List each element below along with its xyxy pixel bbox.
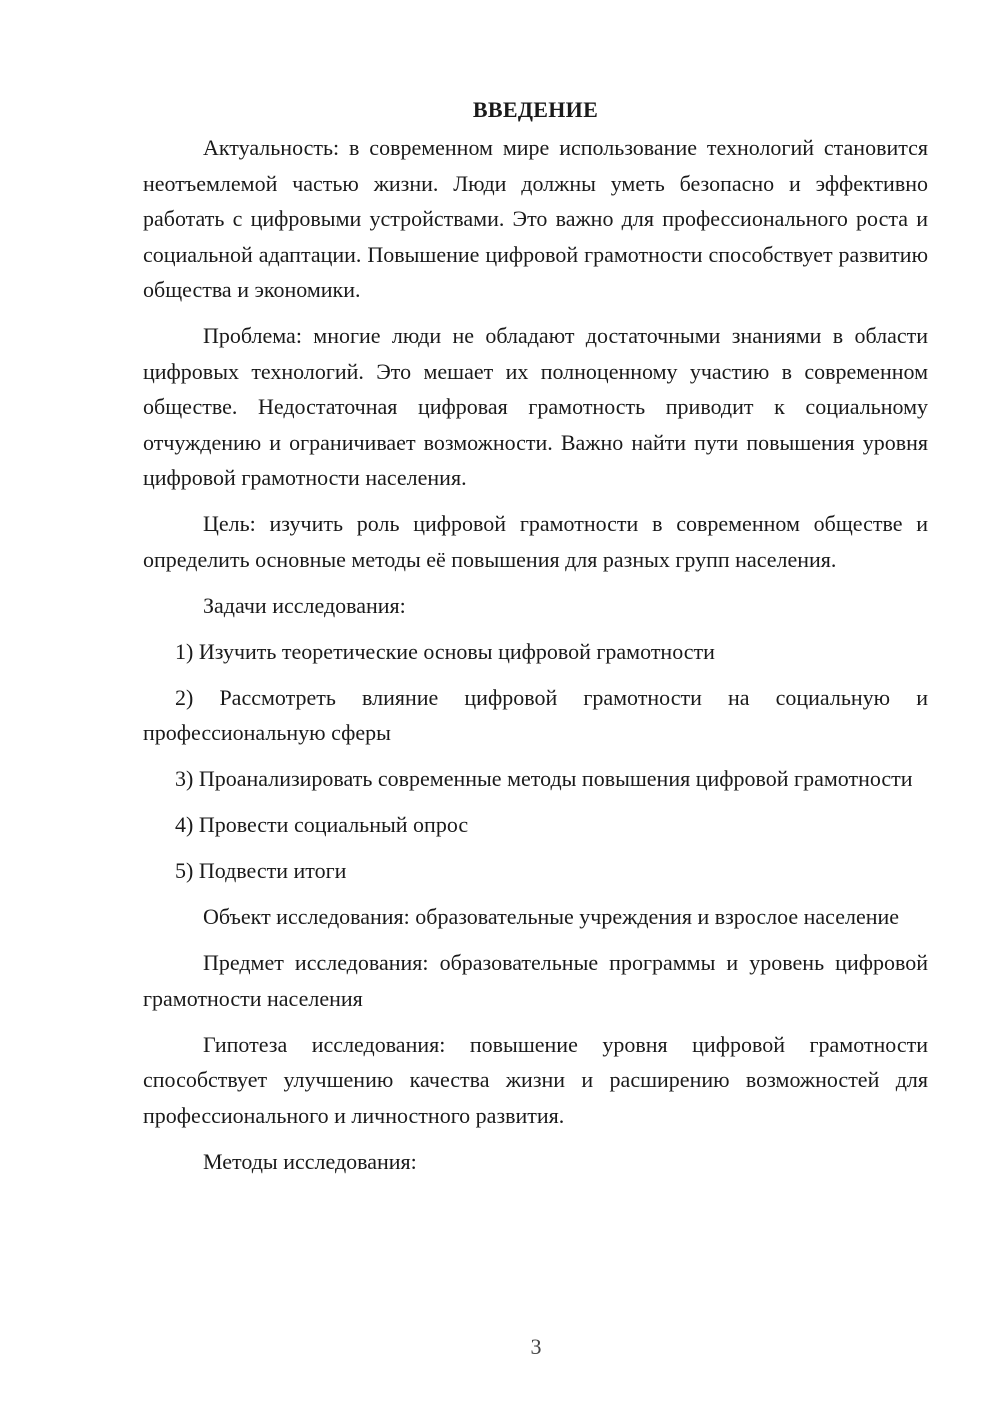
problem-paragraph: Проблема: многие люди не обладают достаточными знаниями в области цифровых технологий. Это мешает их полноценному участию в современном обществе. Недостаточная цифровая грамотность приводит к социальному отчуждению и ограничивает возможности. Важно найти пути повышения уровня цифровой грамотности населения.	[143, 323, 928, 490]
methods-title: Методы исследования:	[203, 1148, 417, 1174]
relevance-paragraph: Актуальность: в современном мире использование технологий становится неотъемлемой частью жизни. Люди должны уметь безопасно и эффективно работать с цифровыми устройствами. Это важно для профессионального роста и социальной адаптации. Повышение цифровой грамотности способствует развитию общества и экономики.	[143, 135, 928, 302]
hypothesis-paragraph: Гипотеза исследования: повышение уровня цифровой грамотности способствует улучшению качества жизни и расширению возможностей для профессионального и личностного развития.	[143, 1031, 928, 1128]
object-paragraph: Объект исследования: образовательные учреждения и взрослое население	[203, 904, 900, 929]
page-content	[143, 92, 928, 1190]
page-number: 3	[530, 1334, 542, 1359]
tasks-title: Задачи исследования:	[203, 592, 406, 618]
goal-paragraph: Цель: изучить роль цифровой грамотности в современном обществе и определить основные методы её повышения для разных групп населения.	[143, 511, 928, 572]
task-item-1: 1) Изучить теоретические основы цифровой грамотности	[175, 638, 715, 664]
task-item-4: 4) Провести социальный опрос	[175, 812, 469, 837]
task-item-3: 3) Проанализировать современные методы повышения цифровой грамотности	[175, 766, 913, 791]
task-item-2: 2) Рассмотреть влияние цифровой грамотности на социальную и профессиональную сферы	[143, 684, 928, 745]
subject-paragraph: Предмет исследования: образовательные программы и уровень цифровой грамотности населения	[143, 950, 928, 1011]
section-heading: ВВЕДЕНИЕ	[472, 97, 599, 122]
task-item-5: 5) Подвести итоги	[175, 858, 347, 883]
